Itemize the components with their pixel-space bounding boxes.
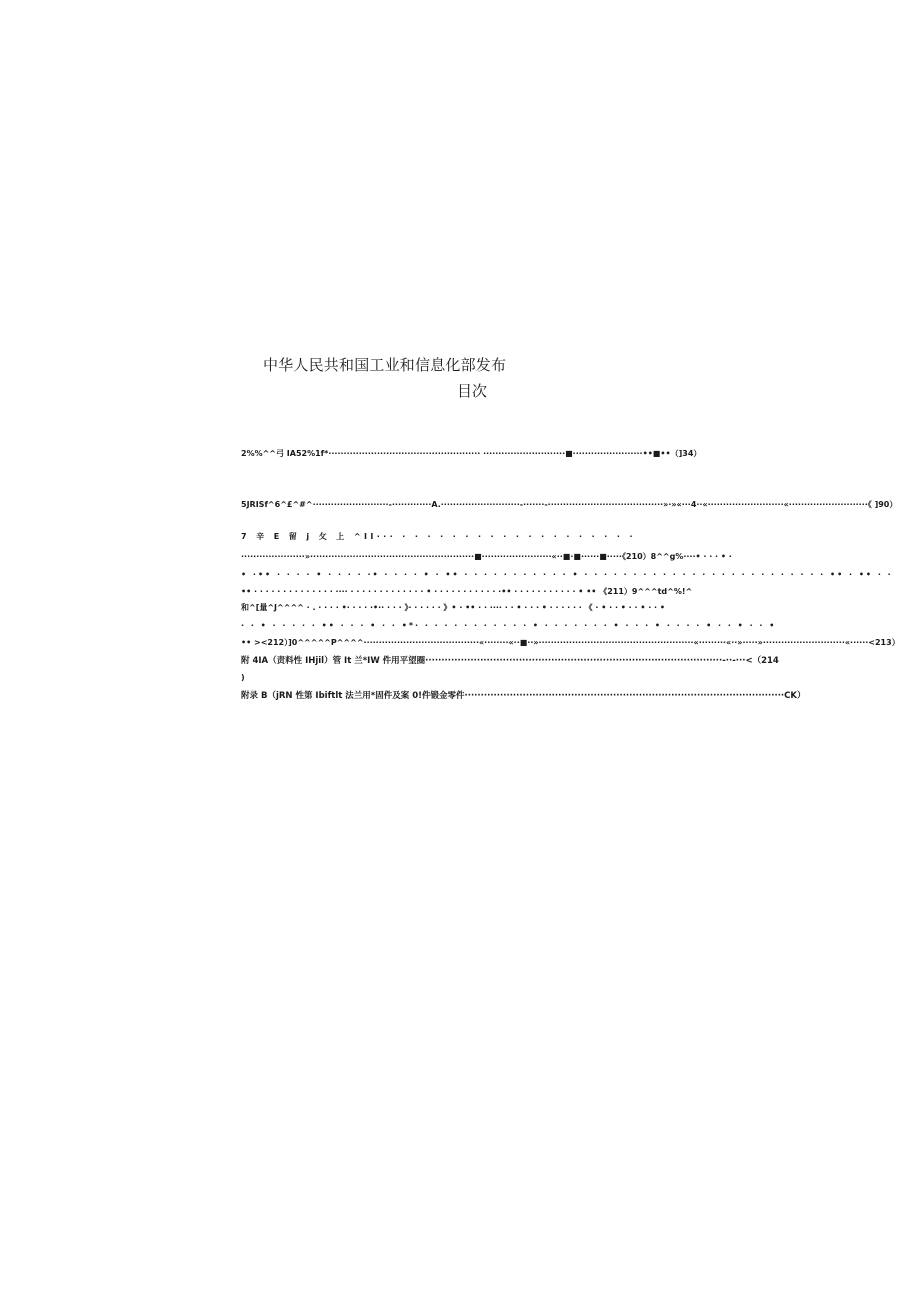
toc-entry: 5JRISf^6^£^#^·························-·············A.··························-·······-······································»·»«···4··«·························«··························《 ]90） xyxy=(241,500,898,509)
toc-title: 目次 xyxy=(457,382,488,400)
toc-entry-continuation: · · • · · · · · •• · · · • · · •*· · · · · · · · · · · · • · · · · · · · • · · · • · · · · • · · • · · • xyxy=(241,621,777,630)
toc-entry: 和^[量^J^^^^ · . · · · · •· · · · ·•·· · · · 》· · · · · · 》• · •• · · ···· · · • · · · • · · · · · · 《 · • · · • · · • · · • xyxy=(241,603,665,612)
publisher-line: 中华人民共和国工业和信息化部发布 xyxy=(263,356,507,374)
toc-entry-appendix-b: 附录 B（jRN 性第 Ibiftlt 法兰用*固件及案 0!件锻金零件···································································································CK） xyxy=(241,691,806,701)
toc-entry-continuation: • ·•• · · · · • · · · · ·• · · · · • · •• · · · · · · · · · · · • · · · · · · · · · · · · · · · · · · · · · · · · · •• · •• · · xyxy=(241,570,893,579)
toc-entry: 2%%^^弓 IA52%1f*·················································· ···························■·······················••■••（]34） xyxy=(241,449,702,458)
toc-entry: •• ><212）]0^^^^^P^^^^······································«········«··■··»···················································«·········«··»·····»···························«······<213） xyxy=(241,638,900,647)
toc-entry: 7 辛 E 留 j 攵 上 ^II··· · · · · · · · · · · · · · · · · · · · xyxy=(241,532,636,541)
toc-entry-continuation: •• · · · · · · · · · · · · · · ···· · · · · · · · · · · · · · • · · · · · · · · · · · ·•• · · · · · · · · · · · • •• 《211）9^^^td^%!^ xyxy=(241,587,693,596)
toc-entry-continuation: ) xyxy=(241,673,245,682)
toc-entry-appendix-a: 附 4IA（责料性 IHjil）管 It 兰*IW 件用平望圈····························································································-··-···<（214 xyxy=(241,656,779,666)
toc-entry-continuation: ·····················»······················································■·······················«··■·■······■·····《210）8^^g%····• · · · • · xyxy=(241,552,732,561)
